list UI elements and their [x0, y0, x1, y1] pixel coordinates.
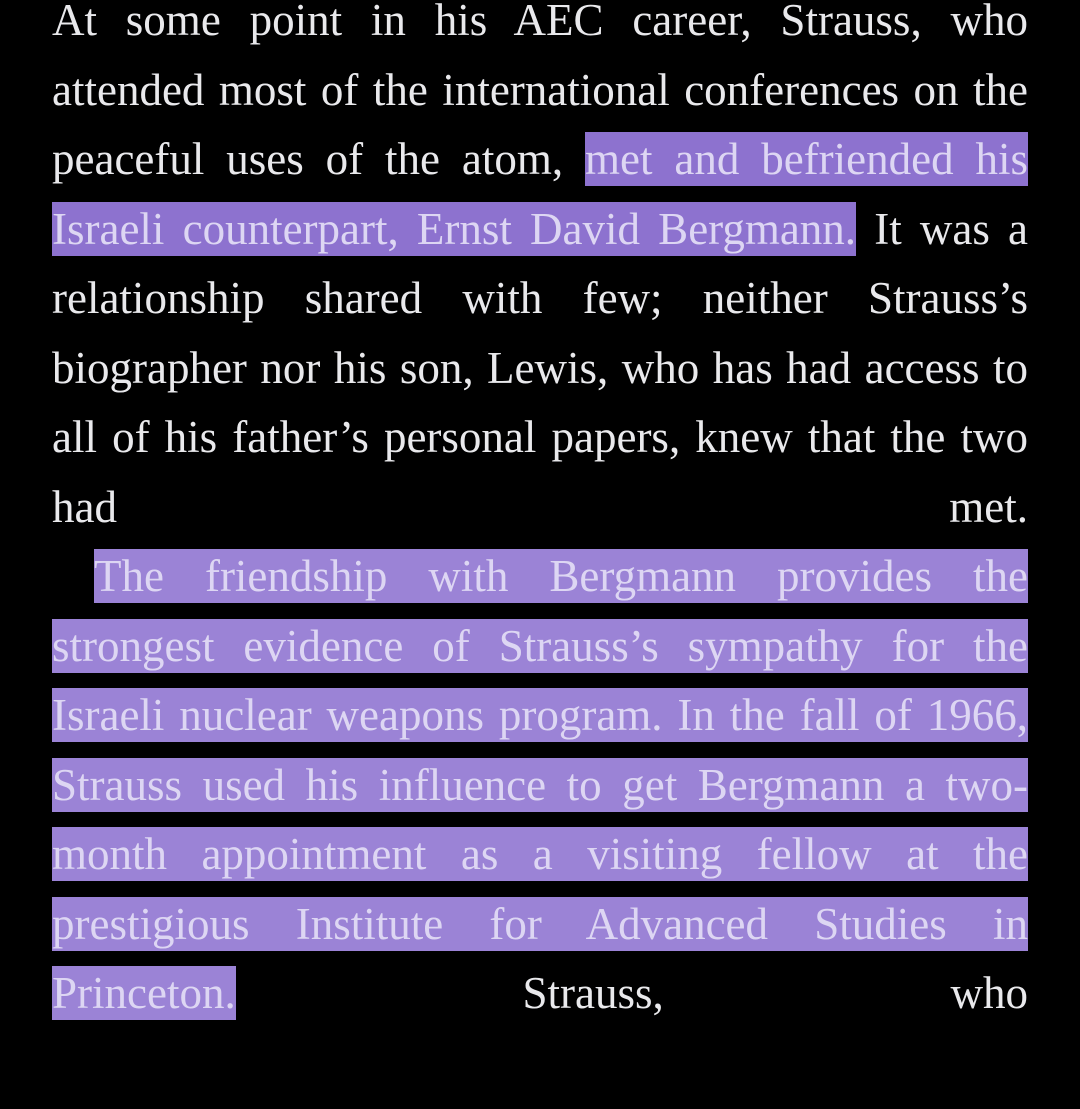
paragraph-1-text-before: At some point in his AEC career, Strauss, who attended most of the international conferences on the peaceful uses of the atom,: [52, 0, 1028, 184]
highlight-bergmann-meeting[interactable]: met and befriended his Israeli counterpart, Ernst David Bergmann.: [52, 134, 1028, 254]
highlight-bergmann-friendship[interactable]: The friendship with Bergmann provides the strongest evidence of Strauss’s sympathy for the Israeli nuclear weapons program. In the fall of 1966, Strauss used his influence to get Bergmann a two-month appointment as a visiting fellow at the prestigious Institute for Advanced Studies in Princeton.: [52, 551, 1028, 1018]
paragraph-1-text-after: It was a relationship shared with few; neither Strauss’s biographer nor his son, Lewis, who has had access to all of his father’s personal papers, knew that the two had met.: [52, 203, 1028, 532]
page-body: [52, 0, 1028, 1029]
paragraph-1: [52, 0, 1028, 542]
paragraph-2-text-after: Strauss, who: [235, 968, 1028, 1018]
paragraph-2: [52, 542, 1028, 1029]
